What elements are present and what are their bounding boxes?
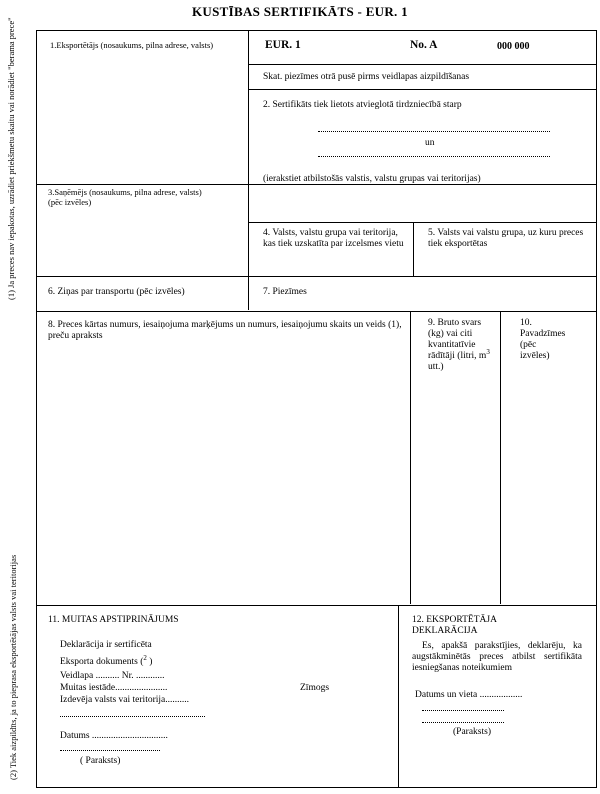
box2-and: un [425,138,435,148]
box9-sup: 3 [486,347,490,356]
box11-stamp: Zīmogs [300,683,330,693]
box4-origin[interactable]: 4. Valsts, valstu grupa vai teritorija, kas tiek uzskatīta par izcelsmes vietu [263,228,404,249]
certificate-title: KUSTĪBAS SERTIFIKĀTS - EUR. 1 [192,4,408,19]
box11-customs-field[interactable]: Muitas iestāde...................... [60,683,168,693]
divider [36,605,597,606]
divider [413,222,414,276]
box11-export-doc [60,653,153,668]
box12-text: Es, apakšā parakstījies, deklarēju, ka augstākminētās preces atbilst sertifikāta iesniegšanas noteikumiem [412,641,582,673]
box11-export-doc-sup: 2 [143,653,147,662]
box9-label: 9. Bruto svars (kg) vai citi kvantitatīvie rādītāji (litri, m [428,318,487,361]
box9-tail: utt.) [428,362,444,372]
side-note-2: (2) Tiek aizpildīts, ja to pieprasa eksportētājas valsts vai teritorijas [8,554,18,780]
box12-signature-line[interactable] [422,722,504,723]
box2-hint: (ierakstiet atbilstošās valstis, valstu grupas vai teritorijas) [263,174,481,184]
box8-label: 8. Preces kārtas numurs, iesaiņojuma marķējums un numurs, iesaiņojumu skaits un veids [48,320,386,330]
eur1-label: EUR. 1 [265,39,301,51]
box2-country-field[interactable] [318,156,550,157]
box8-tail: , preču apraksts [48,320,402,341]
box11-blank-line[interactable] [60,716,205,717]
box11-export-doc-end: ) [146,657,153,667]
box6-transport[interactable]: 6. Ziņas par transportu (pēc izvēles) [48,287,185,297]
box1-exporter[interactable]: 1.Eksportētājs (nosaukums, pilna adrese, valsts) [50,40,214,50]
box2-country-field[interactable] [318,131,550,132]
box12-date-field[interactable]: Datums un vieta .................. [415,690,523,700]
box2-label: 2. Sertifikāts tiek lietots atvieglotā tirdzniecībā starp [263,100,462,110]
box3-label: 3.Saņēmējs (nosaukums, pilna adrese, valsts) [48,187,202,197]
divider [248,30,249,310]
box9-weight[interactable] [428,318,493,373]
box7-remarks[interactable]: 7. Piezīmes [263,287,307,297]
divider [410,312,411,604]
box12-title: 12. EKSPORTĒTĀJA DEKLARĀCIJA [412,615,497,636]
divider [36,276,597,277]
box11-issuer-field[interactable]: Izdevēja valsts vai teritorija.......... [60,695,189,705]
reverse-note: Skat. piezīmes otrā pusē pirms veidlapas aizpildīšanas [263,72,470,82]
box3-optional: (pēc izvēles) [48,197,92,207]
divider [398,605,399,788]
box11-date-field[interactable]: Datums ................................ [60,731,168,741]
box8-ref: (1) [388,320,400,330]
certificate-number: 000 000 [497,41,530,52]
box10-invoices[interactable]: 10. Pavadzīmes (pēc izvēles) [520,318,566,361]
box11-form-field[interactable]: Veidlapa .......... Nr. ............ [60,671,165,681]
box11-signature: ( Paraksts) [80,756,121,766]
box11-title: 11. MUITAS APSTIPRINĀJUMS [48,615,179,625]
side-note-1: (1) Ja preces nav iepakotas, uzrādiet priekšmetu skaitu vai norādiet "berama prece" [6,17,16,300]
box11-export-doc-label: Eksporta dokuments ( [60,657,144,667]
box8-goods[interactable] [48,320,403,342]
box5-destination[interactable]: 5. Valsts vai valstu grupa, uz kuru preces tiek eksportētas [428,228,584,249]
box12-place-line[interactable] [422,710,504,711]
divider [248,64,597,65]
divider [248,89,597,90]
box11-signature-line[interactable] [60,750,160,751]
divider [500,312,501,604]
certificate-no-label: No. A [410,39,438,51]
box11-declaration: Deklarācija ir sertificēta [60,640,152,650]
divider [248,222,597,223]
divider [36,311,597,312]
box12-signature: (Paraksts) [453,727,491,737]
box3-consignee[interactable] [48,187,248,207]
